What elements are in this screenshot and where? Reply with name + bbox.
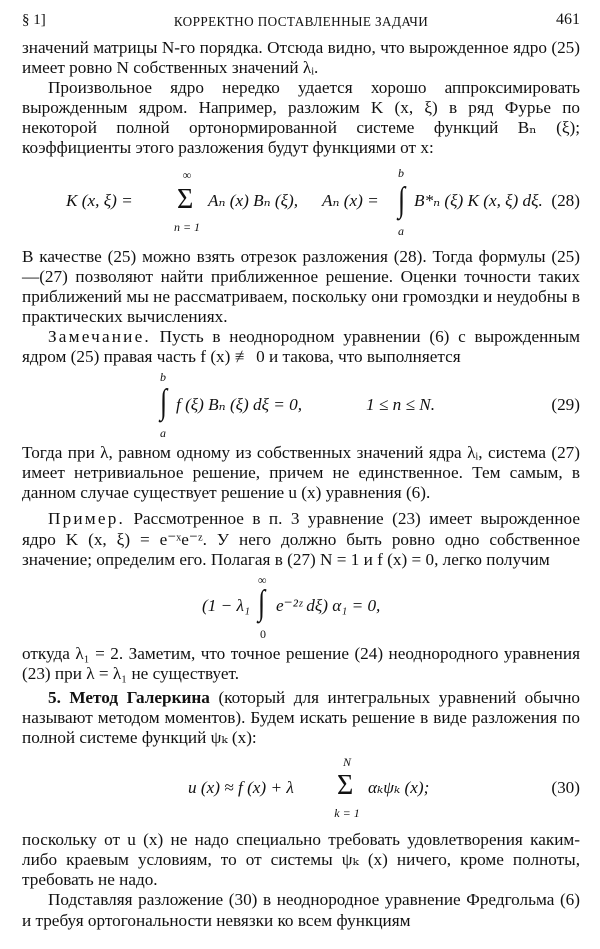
eq30-terms: αₖψₖ (x); [368, 778, 430, 798]
section-marker: § 1] [22, 12, 46, 28]
eq29-int-bottom: a [160, 426, 166, 441]
eq29-condition: 1 ≤ n ≤ N. [366, 395, 436, 415]
paragraph-9: поскольку от u (x) не надо специально требовать удовлетворения каким-либо краевым условиям, то от системы ψₖ (x) ничего, кроме полноты, требовать не надо. [22, 830, 580, 890]
example-text: Рассмотренное в п. 3 уравнение (23) имеет вырожденное ядро K (x, ξ) = e⁻ˣe⁻ᶻ. У него должно быть ровно одно собственное значение; определим его. Полагая в (27) N = 1 и f (x) = 0, легко получим [22, 509, 580, 569]
integral-sign: ∫ [258, 582, 266, 622]
paragraph-1: значений матрицы N-го порядка. Отсюда видно, что вырожденное ядро (25) имеет ровно N собственных значений λᵢ. [22, 38, 580, 78]
equation-30 [22, 748, 580, 826]
eq29-number: (29) [551, 395, 580, 415]
remark-label: Замечание. [48, 326, 151, 346]
eq28-int-bottom: a [398, 223, 404, 238]
eq28-right-lhs: Aₙ (x) = [322, 190, 379, 210]
paragraph-6 [22, 509, 580, 569]
page-number: 461 [556, 11, 580, 28]
page-body [22, 38, 580, 931]
eq30-number: (30) [551, 778, 580, 798]
galerkin-text: (который для интегральных уравнений обычно называют методом моментов). Будем искать решение в виде разложения по полной системе функций ψₖ (x): [22, 687, 581, 748]
paragraph-7: откуда λ₁ = 2. Заметим, что точное решение (24) неоднородного уравнения (23) при λ = λ₁ не существует. [22, 643, 580, 683]
paragraph-8 [22, 688, 580, 748]
summation-sign: Σ [337, 770, 354, 802]
eq30-lhs: u (x) ≈ f (x) + λ [188, 778, 294, 798]
equation-28 [22, 159, 580, 245]
example-label: Пример. [48, 509, 125, 529]
eq28-number: (28) [551, 190, 580, 210]
integral-sign: ∫ [160, 381, 168, 422]
paragraph-5: Тогда при λ, равном одному из собственных значений ядра λᵢ, система (27) имеет нетривиальное решение, причем не единственное. Тем самым, в данном случае существует решение u (x) уравнения (6). [22, 443, 580, 503]
eq28-sum-top: ∞ [182, 167, 192, 182]
page-header [22, 10, 580, 32]
eq-ex-lhs: (1 − λ₁ [202, 595, 250, 615]
eq28-terms: Aₙ (x) Bₙ (ξ), [208, 190, 298, 210]
eq-ex-integrand: e⁻²ᶻ dξ) α₁ = 0, [276, 595, 381, 615]
paragraph-4 [22, 327, 580, 367]
eq28-integrand: B*ₙ (ξ) K (x, ξ) dξ. [414, 190, 543, 210]
eq29-integrand: f (ξ) Bₙ (ξ) dξ = 0, [176, 395, 303, 415]
eq30-sum-top: N [342, 755, 351, 770]
section-heading: 5. Метод Галеркина [48, 687, 210, 707]
equation-29 [22, 367, 580, 439]
summation-sign: Σ [177, 183, 194, 215]
eq28-int-top: b [398, 165, 404, 180]
eq28-sum-bottom: n = 1 [173, 219, 201, 234]
running-title: КОРРЕКТНО ПОСТАВЛЕННЫЕ ЗАДАЧИ [173, 14, 429, 29]
paragraph-2: Произвольное ядро нередко удается хорошо аппроксимировать вырожденным ядром. Например, разложим K (x, ξ) в ряд Фурье по некоторой полной ортонормированной системе функций Bₙ (ξ); коэффициенты этого разложения будут функциями от x: [22, 78, 580, 158]
eq29-int-top: b [160, 370, 166, 385]
eq28-left: K (x, ξ) = [66, 190, 133, 210]
eq-ex-int-top: ∞ [258, 572, 267, 587]
eq30-sum-bottom: k = 1 [334, 806, 360, 821]
equation-example [22, 570, 580, 644]
remark-text: Пусть в неоднородном уравнении (6) с вырожденным ядром (25) правая часть f (x) ≢ 0 и такова, что выполняется [22, 326, 580, 367]
integral-sign: ∫ [398, 179, 406, 219]
eq-ex-int-bottom: 0 [260, 626, 266, 641]
paragraph-3: В качестве (25) можно взять отрезок разложения (28). Тогда формулы (25)—(27) позволяют найти приближенное решение. Оценки точности таких приближений мы не рассматриваем, поскольку они громоздки и неудобны в практических вычислениях. [22, 246, 580, 326]
paragraph-10: Подставляя разложение (30) в неоднородное уравнение Фредгольма (6) и требуя ортогональности невязки ко всем функциям [22, 890, 580, 930]
